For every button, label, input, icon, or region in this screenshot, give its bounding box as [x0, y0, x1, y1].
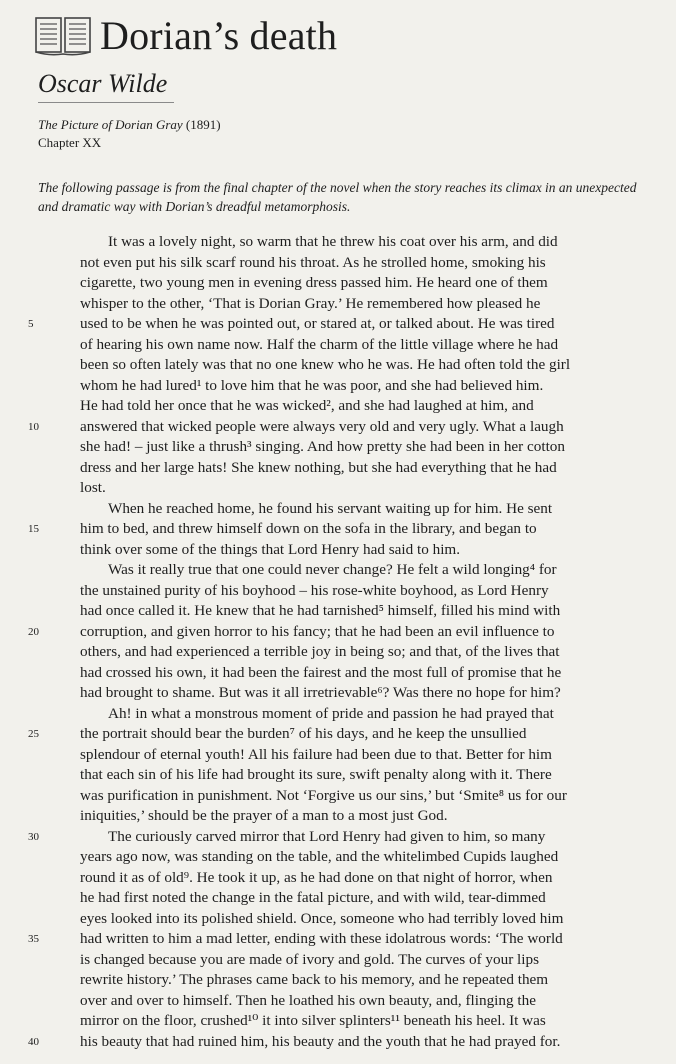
passage-line	[0, 540, 676, 561]
passage-line	[0, 376, 676, 397]
line-number: 15	[28, 523, 39, 535]
passage-line	[0, 663, 676, 684]
line-text: answered that wicked people were always very old and very ugly. What a laugh	[80, 417, 564, 435]
line-number: 5	[28, 318, 34, 330]
passage-line	[0, 253, 676, 274]
passage-line	[0, 929, 676, 950]
line-text: had brought to shame. But was it all irretrievable⁶? Was there no hope for him?	[80, 684, 561, 701]
passage-line	[0, 991, 676, 1012]
line-text: eyes looked into its polished shield. Once, someone who had terribly loved him	[80, 909, 564, 927]
line-text: cigarette, two young men in evening dress passed him. He heard one of them	[80, 274, 548, 291]
passage	[0, 232, 676, 1052]
passage-line	[0, 806, 676, 827]
line-text: had once called it. He knew that he had tarnished⁵ himself, filled his mind with	[80, 602, 561, 619]
line-text: think over some of the things that Lord Henry had said to him.	[80, 540, 461, 558]
line-number: 10	[28, 420, 39, 433]
passage-line	[0, 1011, 676, 1032]
line-text: mirror on the floor, crushed¹⁰ it into silver splinters¹¹ beneath his heel. It was	[80, 1012, 546, 1029]
line-text: Ah! in what a monstrous moment of pride and passion he had prayed that	[108, 704, 554, 722]
line-text: had written to him a mad letter, ending with these idolatrous words: ‘The world	[80, 930, 563, 947]
passage-line	[0, 950, 676, 971]
title-row	[34, 10, 337, 62]
passage-line	[0, 1032, 676, 1053]
passage-line	[0, 355, 676, 376]
line-text: dress and her large hats! She knew nothing, but she had everything that he had	[80, 458, 557, 476]
line-text: him to bed, and threw himself down on the sofa in the library, and began to	[80, 520, 537, 537]
line-text: round it as of old⁹. He took it up, as he had done on that night of horror, when	[80, 868, 553, 886]
line-number: 35	[28, 933, 39, 945]
passage-line	[0, 437, 676, 458]
source-work	[38, 116, 221, 134]
author-divider	[38, 102, 174, 103]
passage-line	[0, 765, 676, 786]
passage-line	[0, 273, 676, 294]
author-name: Oscar Wilde	[38, 69, 168, 98]
passage-line	[0, 458, 676, 479]
line-text: Was it really true that one could never change? He felt a wild longing⁴ for	[108, 561, 557, 578]
passage-line	[0, 622, 676, 643]
line-text: rewrite history.’ The phrases came back to his memory, and he repeated them	[80, 971, 549, 988]
line-text: his beauty that had ruined him, his beauty and the youth that he had prayed for.	[80, 1032, 561, 1050]
line-text: used to be when he was pointed out, or stared at, or talked about. He was tired	[80, 315, 555, 332]
passage-line	[0, 499, 676, 520]
passage-line	[0, 847, 676, 868]
passage-line	[0, 519, 676, 540]
passage-line	[0, 888, 676, 909]
intro-text: The following passage is from the final chapter of the novel when the story reaches its climax in an unexpected and dramatic way with Dorian’s dreadful metamorphosis.	[38, 180, 637, 214]
passage-line	[0, 970, 676, 991]
passage-line	[0, 827, 676, 848]
line-text: When he reached home, he found his servant waiting up for him. He sent	[108, 499, 553, 517]
publication-year: (1891)	[182, 117, 221, 132]
page-title: Dorian’s death	[100, 13, 338, 58]
line-text: splendour of eternal youth! All his failure had been due to that. Better for him	[80, 745, 552, 763]
line-text: whisper to the other, ‘That is Dorian Gray.’ He remembered how pleased he	[80, 294, 541, 312]
line-text: he had first noted the change in the fatal picture, and with wild, tear-dimmed	[80, 889, 546, 906]
line-text: others, and had experienced a terrible joy in being so; and that, of the lives that	[80, 643, 560, 660]
passage-line	[0, 601, 676, 622]
passage-line	[0, 868, 676, 889]
line-text: The curiously carved mirror that Lord Henry had given to him, so many	[108, 827, 546, 845]
line-text: had crossed his own, it had been the fairest and the most full of promise that he	[80, 663, 562, 681]
passage-line	[0, 417, 676, 438]
book-icon	[34, 14, 92, 58]
passage-line	[0, 232, 676, 253]
line-number: 20	[28, 625, 39, 638]
passage-line	[0, 560, 676, 581]
passage-line	[0, 786, 676, 807]
line-number: 40	[28, 1035, 39, 1048]
passage-line	[0, 724, 676, 745]
line-text: whom he had lured¹ to love him that he was poor, and she had believed him.	[80, 376, 544, 394]
line-text: was purification in punishment. Not ‘Forgive us our sins,’ but ‘Smite⁸ us for our	[80, 786, 567, 804]
line-text: she had! – just like a thrush³ singing. And how pretty she had been in her cotton	[80, 438, 565, 455]
passage-line	[0, 581, 676, 602]
line-text: the unstained purity of his boyhood – his rose-white boyhood, as Lord Henry	[80, 581, 549, 599]
line-text: the portrait should bear the burden⁷ of his days, and he keep the unsullied	[80, 725, 527, 742]
line-text: over and over to himself. Then he loathed his own beauty, and, flinging the	[80, 991, 536, 1009]
line-text: not even put his silk scarf round his throat. As he strolled home, smoking his	[80, 253, 546, 271]
passage-line	[0, 745, 676, 766]
book-title: The Picture of Dorian Gray	[38, 117, 183, 132]
passage-line	[0, 314, 676, 335]
line-text: of hearing his own name now. Half the charm of the little village where he had	[80, 335, 559, 353]
line-text: is changed because you are made of ivory and gold. The curves of your lips	[80, 950, 539, 968]
line-text: lost.	[80, 479, 106, 496]
passage-line	[0, 683, 676, 704]
passage-line	[0, 294, 676, 315]
line-text: corruption, and given horror to his fancy; that he had been an evil influence to	[80, 622, 555, 640]
chapter-label: Chapter XX	[38, 135, 102, 150]
line-text: been so often lately was that no one knew who he was. He had often told the girl	[80, 356, 571, 373]
line-number: 25	[28, 728, 39, 740]
passage-line	[0, 704, 676, 725]
line-number: 30	[28, 830, 39, 843]
line-text: iniquities,’ should be the prayer of a man to a most just God.	[80, 807, 448, 824]
passage-line	[0, 396, 676, 417]
line-text: It was a lovely night, so warm that he threw his coat over his arm, and did	[108, 233, 558, 250]
line-text: He had told her once that he was wicked², and she had laughed at him, and	[80, 397, 534, 414]
line-text: that each sin of his life had brought its sure, swift penalty along with it. There	[80, 766, 552, 783]
passage-line	[0, 909, 676, 930]
line-text: years ago now, was standing on the table, and the whitelimbed Cupids laughed	[80, 848, 559, 865]
passage-line	[0, 335, 676, 356]
passage-line	[0, 478, 676, 499]
passage-line	[0, 642, 676, 663]
